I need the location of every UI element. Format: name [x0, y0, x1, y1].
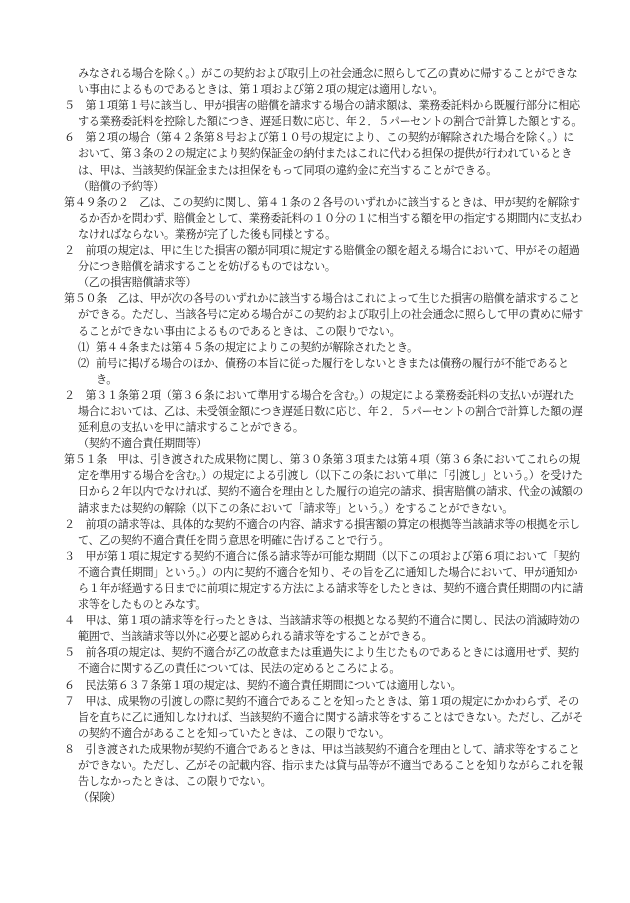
paragraph-text: 甲は、成果物の引渡しの際に契約不適合であることを知ったときは、第１項の規定にかかわらず、その旨を直ちに乙に通知しなければ、当該契約不適合に関する請求等をすることはできない。ただし、乙がその契約不適合があることを知っていたときは、この限りでない。	[78, 694, 583, 740]
paragraph-number: ５	[64, 99, 86, 113]
paragraph-51-5	[64, 645, 583, 677]
paragraph-51-6	[64, 678, 583, 694]
article-heading: （保険）	[78, 791, 121, 805]
paragraph-text: 前項の規定は、甲に生じた損害の額が同項に規定する賠償金の額を超える場合において、甲がその超過分につき賠償を請求することを妨げるものではない。	[78, 244, 580, 274]
paragraph-51-7	[64, 694, 583, 742]
document-page	[64, 66, 583, 806]
paragraph-51-8	[64, 742, 583, 790]
article-text: 乙は、甲が次の各号のいずれかに該当する場合はこれによって生じた損害の賠償を請求することができる。ただし、当該各号に定める場合がこの契約および取引上の社会通念に照らして甲の責めに帰することができない事由によるものであるときは、この限りでない。	[78, 292, 583, 338]
paragraph-number: ２	[64, 517, 86, 531]
paragraph-text: 前各項の規定は、契約不適合が乙の故意または重過失により生じたものであるときには適用せず、契約不適合に関する乙の責任については、民法の定めるところによる。	[78, 646, 579, 676]
paragraph-51-3	[64, 549, 583, 613]
item-number: ⑴	[78, 340, 89, 354]
paragraph-48-6	[64, 130, 583, 178]
paragraph-number: ２	[64, 244, 86, 258]
article-number: 第４９条の２	[64, 195, 140, 209]
paragraph-text: 引き渡された成果物が契約不適合であるときは、甲は当該契約不適合を理由として、請求等をすることができない。ただし、乙がその記載内容、指示または貸与品等が不適当であることを知りながらこれを報告しなかったときは、この限りでない。	[78, 742, 583, 789]
article-49-2	[64, 195, 583, 243]
article-number: 第５１条	[64, 453, 118, 467]
continuation-paragraph: みなされる場合を除く。）がこの契約および取引上の社会通念に照らして乙の責めに帰することができない事由によるものであるときは、第１項および第２項の規定は適用しない。	[78, 67, 578, 97]
paragraph-text: 第２項の場合（第４２条第８号および第１０号の規定により、この契約が解除された場合を除く。）において、第３条の２の規定により契約保証金の納付またはこれに代わる担保の提供が行われているときは、甲は、当該契約保証金または担保をもって同項の違約金に充当することができる。	[78, 131, 574, 177]
item-text: 前号に掲げる場合のほか、債務の本旨に従った履行をしないときまたは債務の履行が不能であるとき。	[96, 356, 569, 386]
article-50	[64, 291, 583, 339]
article-text: 乙は、この契約に関し、第４１条の２各号のいずれかに該当するときは、甲が契約を解除するか否かを問わず、賠償金として、業務委託料の１０分の１に相当する額を甲の指定する期間内に支払わなければならない。業務が完了した後も同様とする。	[78, 195, 582, 241]
paragraph-number: ４	[64, 614, 86, 628]
paragraph-number: ７	[64, 694, 86, 708]
paragraph-number: ６	[64, 678, 86, 692]
paragraph-number: ３	[64, 549, 86, 563]
item-text: 第４４条または第４５条の規定によりこの契約が解除されたとき。	[96, 340, 418, 354]
paragraph-50-2	[64, 388, 583, 436]
paragraph-number: ８	[64, 742, 86, 756]
paragraph-number: ６	[64, 131, 86, 145]
article-heading: （乙の損害賠償請求等）	[78, 276, 197, 290]
paragraph-number: ５	[64, 646, 86, 660]
paragraph-48-5	[64, 98, 583, 130]
paragraph-text: 民法第６３７条第１項の規定は、契約不適合責任期間については適用しない。	[85, 678, 462, 692]
paragraph-51-2	[64, 517, 583, 549]
paragraph-49-2-2	[64, 243, 583, 275]
article-heading: （契約不適合責任期間等）	[78, 437, 207, 451]
article-number: 第５０条	[64, 292, 118, 306]
paragraph-text: 第１項第１号に該当し、甲が損害の賠償を請求する場合の請求額は、業務委託料から既履行部分に相応する業務委託料を控除した額につき、遅延日数に応じ、年２．５パーセントの割合で計算した額とする。	[78, 99, 583, 129]
paragraph-text: 甲は、第１項の請求等を行ったときは、当該請求等の根拠となる契約不適合に関し、民法の消滅時効の範囲で、当該請求等以外に必要と認められる請求等をすることができる。	[78, 614, 580, 644]
article-text: 甲は、引き渡された成果物に関し、第３０条第３項または第４項（第３６条においてこれらの規定を準用する場合を含む。）の規定による引渡し（以下この条において単に「引渡し」という。）を受けた日から２年以内でなければ、契約不適合を理由とした履行の追完の請求、損害賠償の請求、代金の減額の請求または契約の解除（以下この条において「請求等」という。）をすることができない。	[78, 453, 583, 515]
paragraph-text: 甲が第１項に規定する契約不適合に係る請求等が可能な期間（以下この項および第６項において「契約不適合責任期間」という。）の内に契約不適合を知り、その旨を乙に通知した場合において、甲が通知から１年が経過する日までに前項に規定する方法による請求等をしたときは、契約不適合責任期間の内に請求等をしたものとみなす。	[78, 549, 583, 612]
paragraph-text: 前項の請求等は、具体的な契約不適合の内容、請求する損害額の算定の根拠等当該請求等の根拠を示して、乙の契約不適合責任を問う意思を明確に告げることで行う。	[78, 517, 580, 547]
article-51	[64, 452, 583, 516]
list-item	[64, 356, 583, 388]
list-item	[64, 340, 583, 356]
paragraph-51-4	[64, 613, 583, 645]
paragraph-text: 第３１条第２項（第３６条において準用する場合を含む。）の規定による業務委託料の支払いが遅れた場合においては、乙は、未受領金額につき遅延日数に応じ、年２．５パーセントの割合で計算した額の遅延利息の支払いを甲に請求することができる。	[78, 388, 583, 435]
paragraph-number: ２	[64, 388, 86, 402]
article-heading: （賠償の予約等）	[78, 179, 164, 193]
item-number: ⑵	[78, 356, 89, 370]
